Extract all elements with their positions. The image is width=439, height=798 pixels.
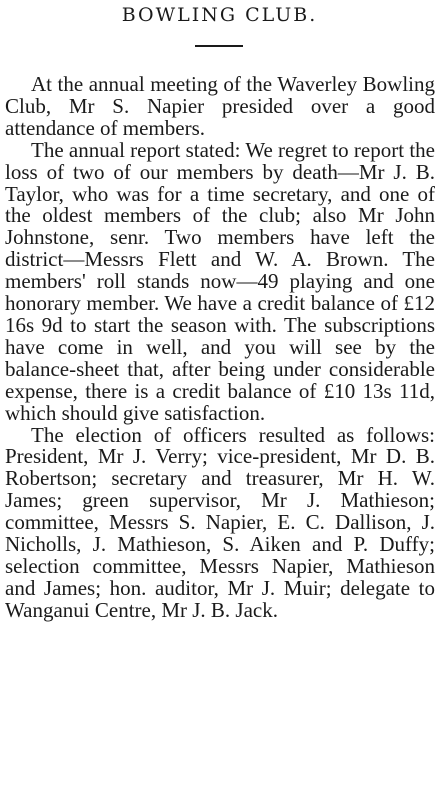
headline-divider xyxy=(195,45,243,47)
paragraph-annual-report: The annual report stated: We regret to report the loss of two of our members by death—Mr J. B. Taylor, who was for a time secretary, and one of the oldest members of the club; also Mr John Johnstone, senr. Two members have left the district—Messrs Flett and W. A. Brown. The members' roll stands now—49 playing and one honorary member. We have a credit balance of £12 16s 9d to start the season with. The subscriptions have come in well, and you will see by the balance-sheet that, after being under considerable expense, there is a credit balance of £10 13s 11d, which should give satisfaction. xyxy=(5,137,435,425)
article-body xyxy=(5,74,435,622)
article-headline: BOWLING CLUB. xyxy=(121,4,318,26)
paragraph-meeting: At the annual meeting of the Waverley Bowling Club, Mr S. Napier presided over a good attendance of members. xyxy=(5,72,435,140)
paragraph-election: The election of officers resulted as follows: President, Mr J. Verry; vice-president, Mr D. B. Robertson; secretary and treasurer, Mr H. W. James; green supervisor, Mr J. Mathieson; committee, Messrs S. Napier, E. C. Dallison, J. Nicholls, J. Mathieson, S. Aiken and P. Duffy; selection committee, Messrs Napier, Mathieson and James; hon. auditor, Mr J. Muir; delegate to Wanganui Centre, Mr J. B. Jack. xyxy=(5,422,435,622)
